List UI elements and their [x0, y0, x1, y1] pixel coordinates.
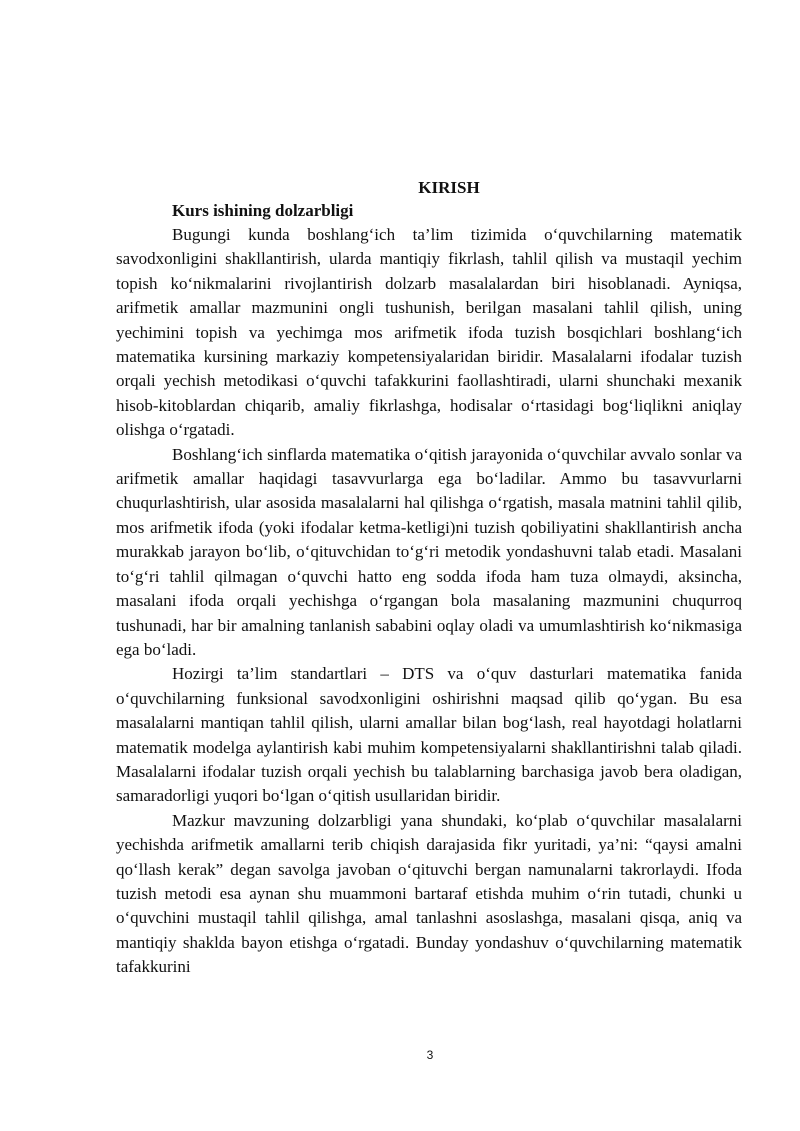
section-subheading: Kurs ishining dolzarbligi — [172, 201, 354, 220]
document-page — [116, 176, 742, 980]
section-heading: KIRISH — [418, 178, 480, 197]
body-paragraph-4: Mazkur mavzuning dolzarbligi yana shundaki, ko‘plab o‘quvchilar masalalarni yechishda arifmetik amallarni terib chiqish darajasida fikr yuritadi, ya’ni: “qaysi amalni qo‘llash kerak” degan savolga javoban o‘qituvchi bergan namunalarni takrorlaydi. Ifoda tuzish metodi esa aynan shu muammoni bartaraf etishda muhim o‘rin tutadi, chunki u o‘quvchini mustaqil tahlil qilishga, amal tanlashni asoslashga, masalani qisqa, aniq va mantiqiy shaklda bayon etishga o‘rgatadi. Bunday yondashuv o‘quvchilarning matematik tafakkurini — [116, 810, 742, 977]
body-paragraph-2: Boshlang‘ich sinflarda matematika o‘qitish jarayonida o‘quvchilar avvalo sonlar va arifmetik amallar haqidagi tasavvurlarga ega bo‘ladilar. Ammo bu tasavvurlarni chuqurlashtirish, ular asosida masalalarni hal qilishga o‘rgatish, masala matnini tahlil qilib, mos arifmetik ifoda (yoki ifodalar ketma-ketligi)ni tuzish qobiliyatini shakllantirish ancha murakkab jarayon bo‘lib, o‘qituvchidan to‘g‘ri metodik yondashuvni talab etadi. Masalani to‘g‘ri tahlil qilmagan o‘quvchi hatto eng sodda ifoda ham tuza olmaydi, aksincha, masalani ifoda orqali yechishga o‘rgangan bola masalaning mazmunini chuqurroq tushunadi, har bir amalning tanlanish sababini oqlay oladi va umumlashtirish ko‘nikmasiga ega bo‘ladi. — [116, 444, 742, 659]
body-paragraph-1: Bugungi kunda boshlang‘ich ta’lim tizimida o‘quvchilarning matematik savodxonligini shakllantirish, ularda mantiqiy fikrlash, tahlil qilish va mustaqil yechim topish ko‘nikmalarini rivojlantirish dolzarb masalalardan biri hisoblanadi. Ayniqsa, arifmetik amallar mazmunini ongli tushunish, berilgan masalani tahlil qilish, uning yechimini topish va yechimga mos arifmetik ifoda tuzish bosqichlari boshlang‘ich matematika kursining markaziy kompetensiyalaridan biridir. Masalalarni ifodalar tuzish orqali yechish metodikasi o‘quvchi tafakkurini faollashtiradi, ularni shunchaki mexanik hisob-kitoblardan chiqarib, amaliy fikrlashga, hodisalar o‘rtasidagi bog‘liqlikni aniqlay olishga o‘rgatadi. — [116, 225, 742, 440]
page-number: 3 — [426, 1048, 434, 1062]
body-paragraph-3: Hozirgi ta’lim standartlari – DTS va o‘quv dasturlari matematika fanida o‘quvchilarning funksional savodxonligini oshirishni maqsad qilib qo‘ygan. Bu esa masalalarni mantiqan tahlil qilish, ularni amallar bilan bog‘lash, real hayotdagi holatlarni matematik modelga aylantirish kabi muhim kompetensiyalarni shakllantirishni talab qiladi. Masalalarni ifodalar tuzish orqali yechish bu talablarning barchasiga javob bera oladigan, samaradorligi yuqori bo‘lgan o‘qitish usullaridan biridir. — [116, 664, 742, 806]
